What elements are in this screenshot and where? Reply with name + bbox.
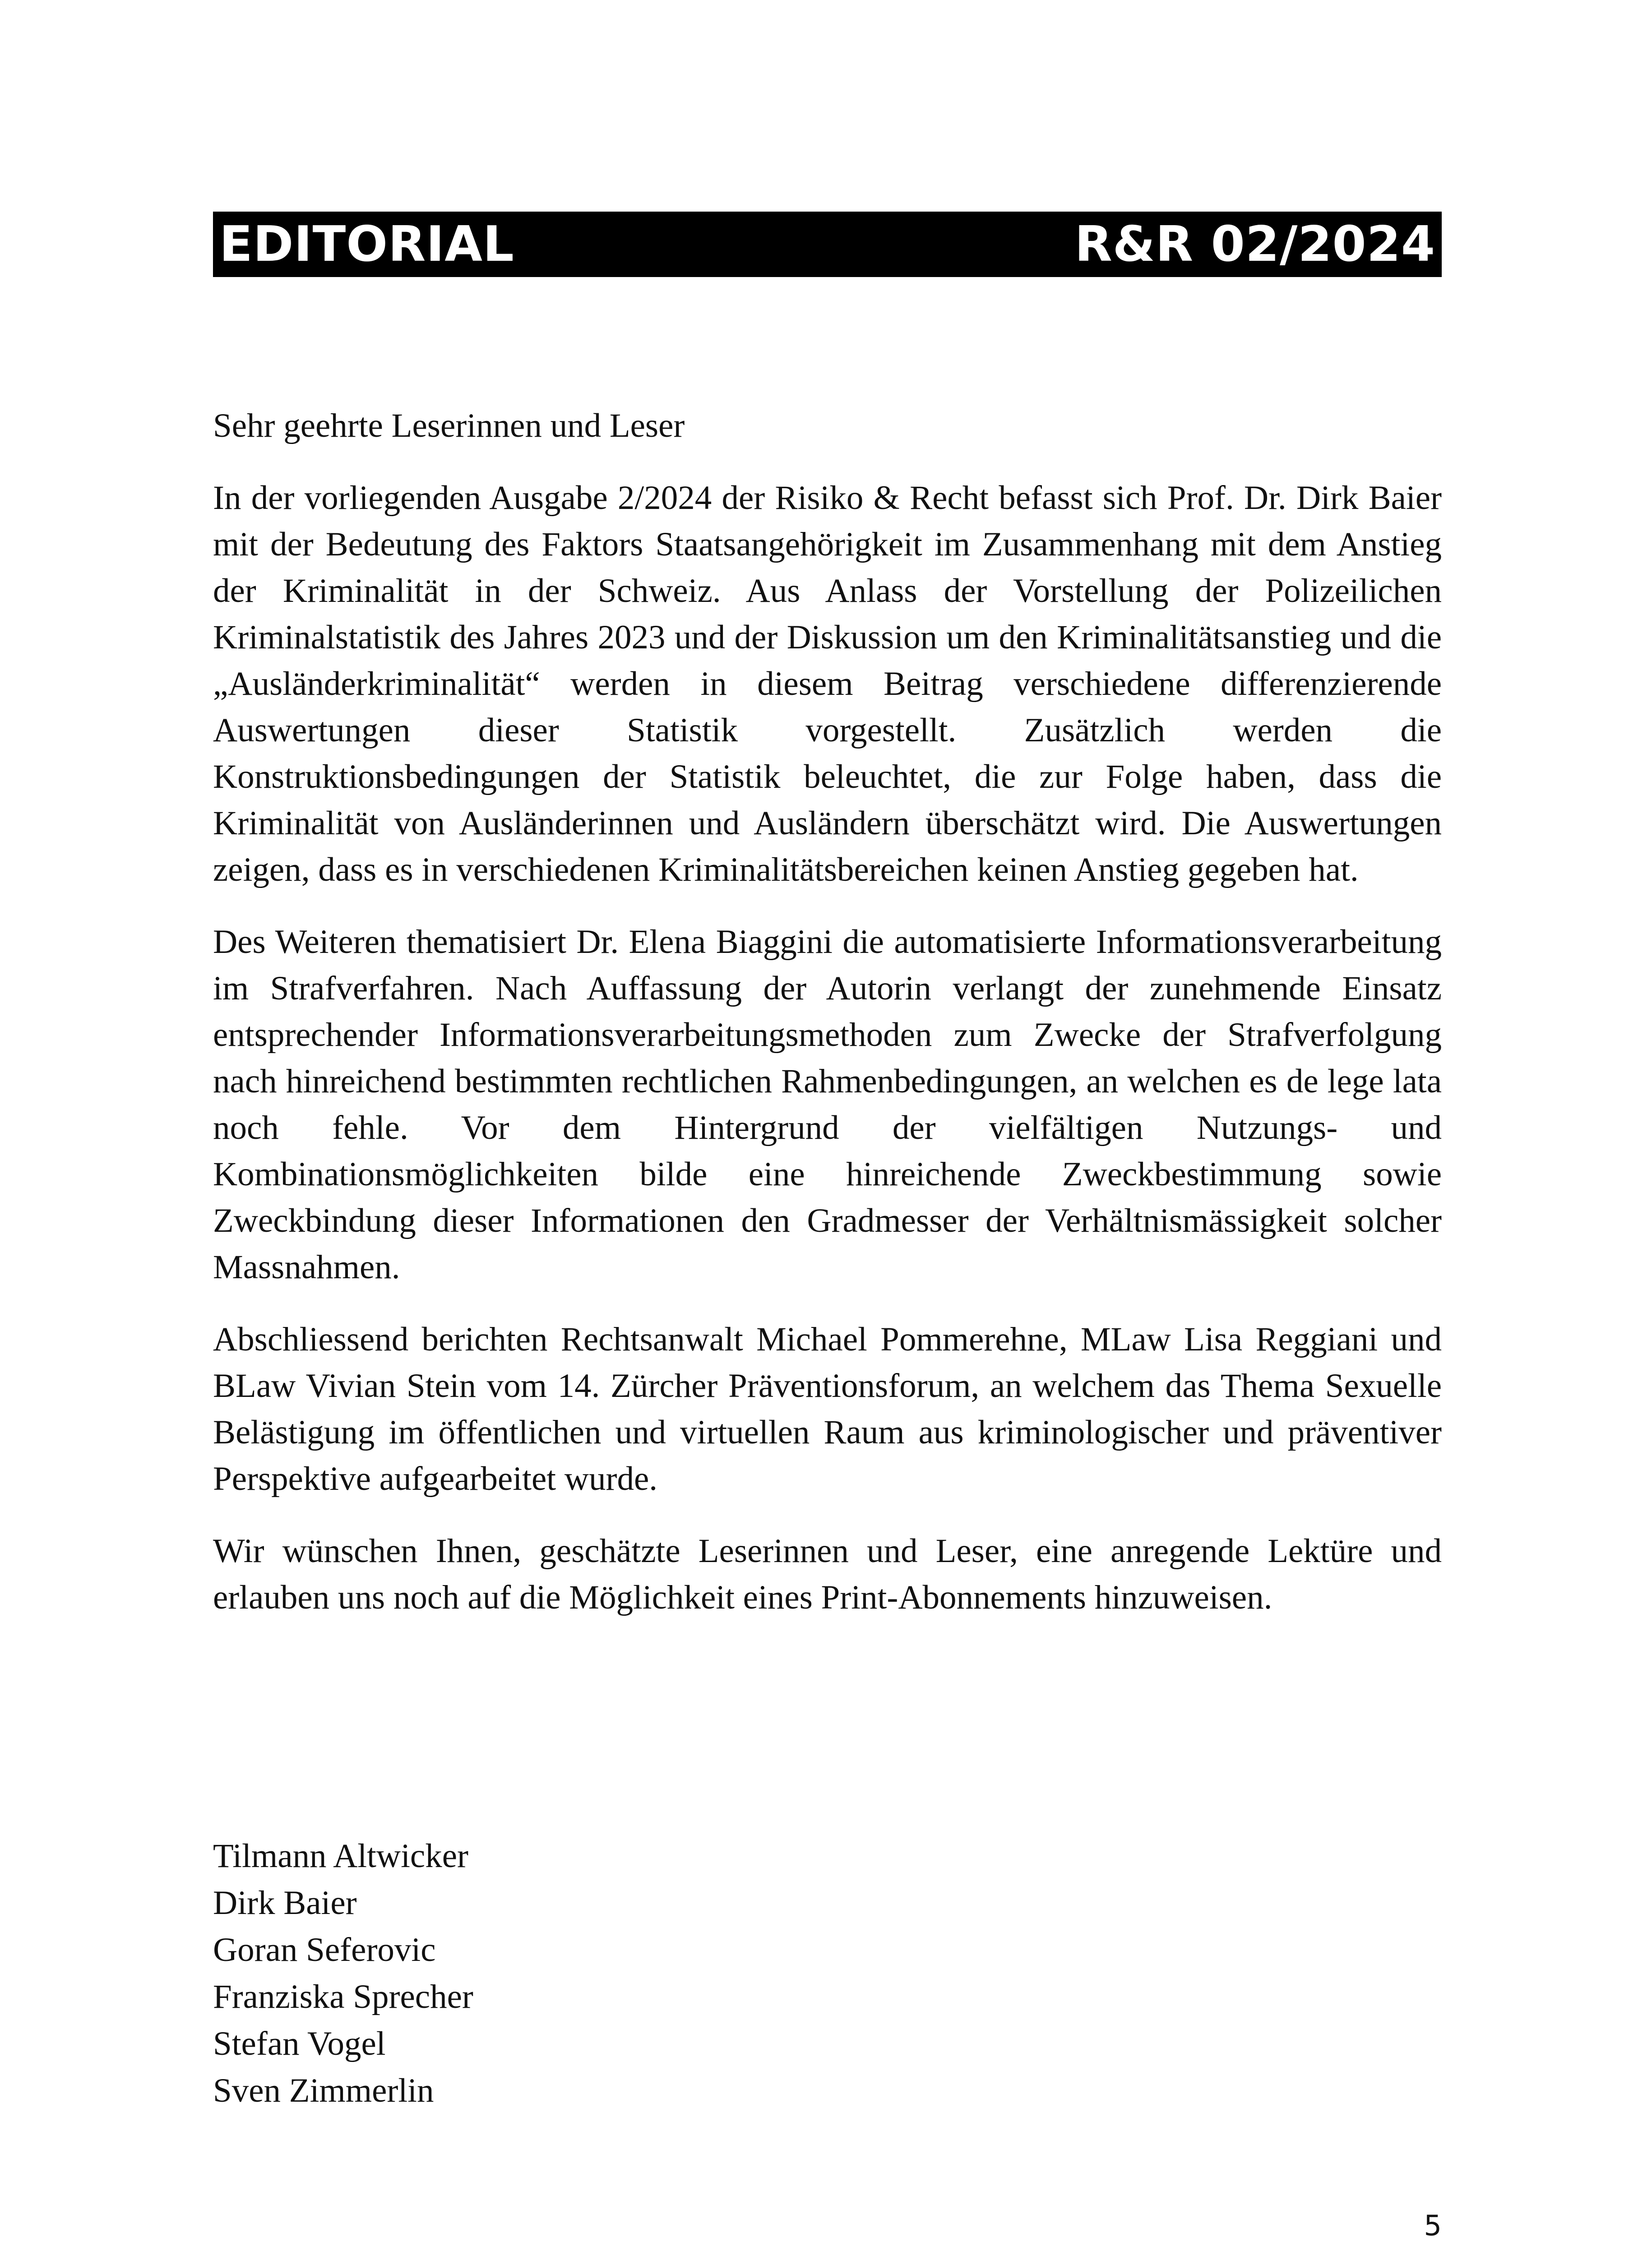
salutation: Sehr geehrte Leserinnen und Leser (213, 407, 685, 444)
editor-name: Goran Seferovic (213, 1931, 436, 1969)
page-number: 5 (1424, 2209, 1442, 2242)
editor-name: Dirk Baier (213, 1884, 357, 1922)
paragraph-closing: Wir wünschen Ihnen, geschätzte Leserinnen und Leser, eine anregende Lektüre und erlauben uns noch auf die Möglichkeit eines Print-Abonnements hinzuweisen. (213, 1532, 1442, 1616)
editor-name: Sven Zimmerlin (213, 2072, 434, 2109)
paragraph-intro: In der vorliegenden Ausgabe 2/2024 der Risiko & Recht befasst sich Prof. Dr. Dirk Baier mit der Bedeutung des Faktors Staatsangehörigkeit im Zusammenhang mit dem Anstieg der Kriminalität in der Schweiz. Aus Anlass der Vorstellung der Polizeilichen Kriminalstatistik des Jahres 2023 und der Diskussion um den Kriminalitätsanstieg und die „Ausländerkriminalität“ werden in diesem Beitrag verschiedene differenzierende Auswertungen dieser Statistik vorgestellt. Zusätzlich werden die Konstruktionsbedingungen der Statistik beleuchtet, die zur Folge haben, dass die Kriminalität von Ausländerinnen und Ausländern überschätzt wird. Die Auswertungen zeigen, dass es in verschiedenen Kriminalitätsbereichen keinen Anstieg gegeben hat. (213, 479, 1442, 888)
editor-signatures (213, 1833, 1025, 2114)
editorial-body (213, 402, 1442, 1646)
paragraph-third-article: Abschliessend berichten Rechtsanwalt Michael Pommerehne, MLaw Lisa Reggiani und BLaw Vivian Stein vom 14. Zürcher Präventionsforum, an welchem das Thema Sexuelle Belästigung im öffentlichen und virtuellen Raum aus kriminologischer und präventiver Perspektive aufgearbeitet wurde. (213, 1321, 1442, 1498)
editor-name: Franziska Sprecher (213, 1978, 473, 2016)
editor-name: Tilmann Altwicker (213, 1837, 468, 1875)
section-header-bar (213, 212, 1442, 277)
paragraph-second-article: Des Weiteren thematisiert Dr. Elena Biaggini die automatisierte Informationsverarbeitung im Strafverfahren. Nach Auffassung der Autorin verlangt der zunehmende Einsatz entsprechender Informationsverarbeitungsmethoden zum Zwecke der Strafverfolgung nach hinreichend bestimmten rechtlichen Rahmenbedingungen, an welchen es de lege lata noch fehle. Vor dem Hintergrund der vielfältigen Nutzungs- und Kombinationsmöglichkeiten bilde eine hinreichende Zweckbestimmung sowie Zweckbindung dieser Informationen den Gradmesser der Verhältnismässigkeit solcher Massnahmen. (213, 923, 1442, 1286)
issue-label: R&R 02/2024 (1074, 216, 1435, 273)
section-title: EDITORIAL (219, 216, 514, 273)
editor-name: Stefan Vogel (213, 2025, 386, 2062)
